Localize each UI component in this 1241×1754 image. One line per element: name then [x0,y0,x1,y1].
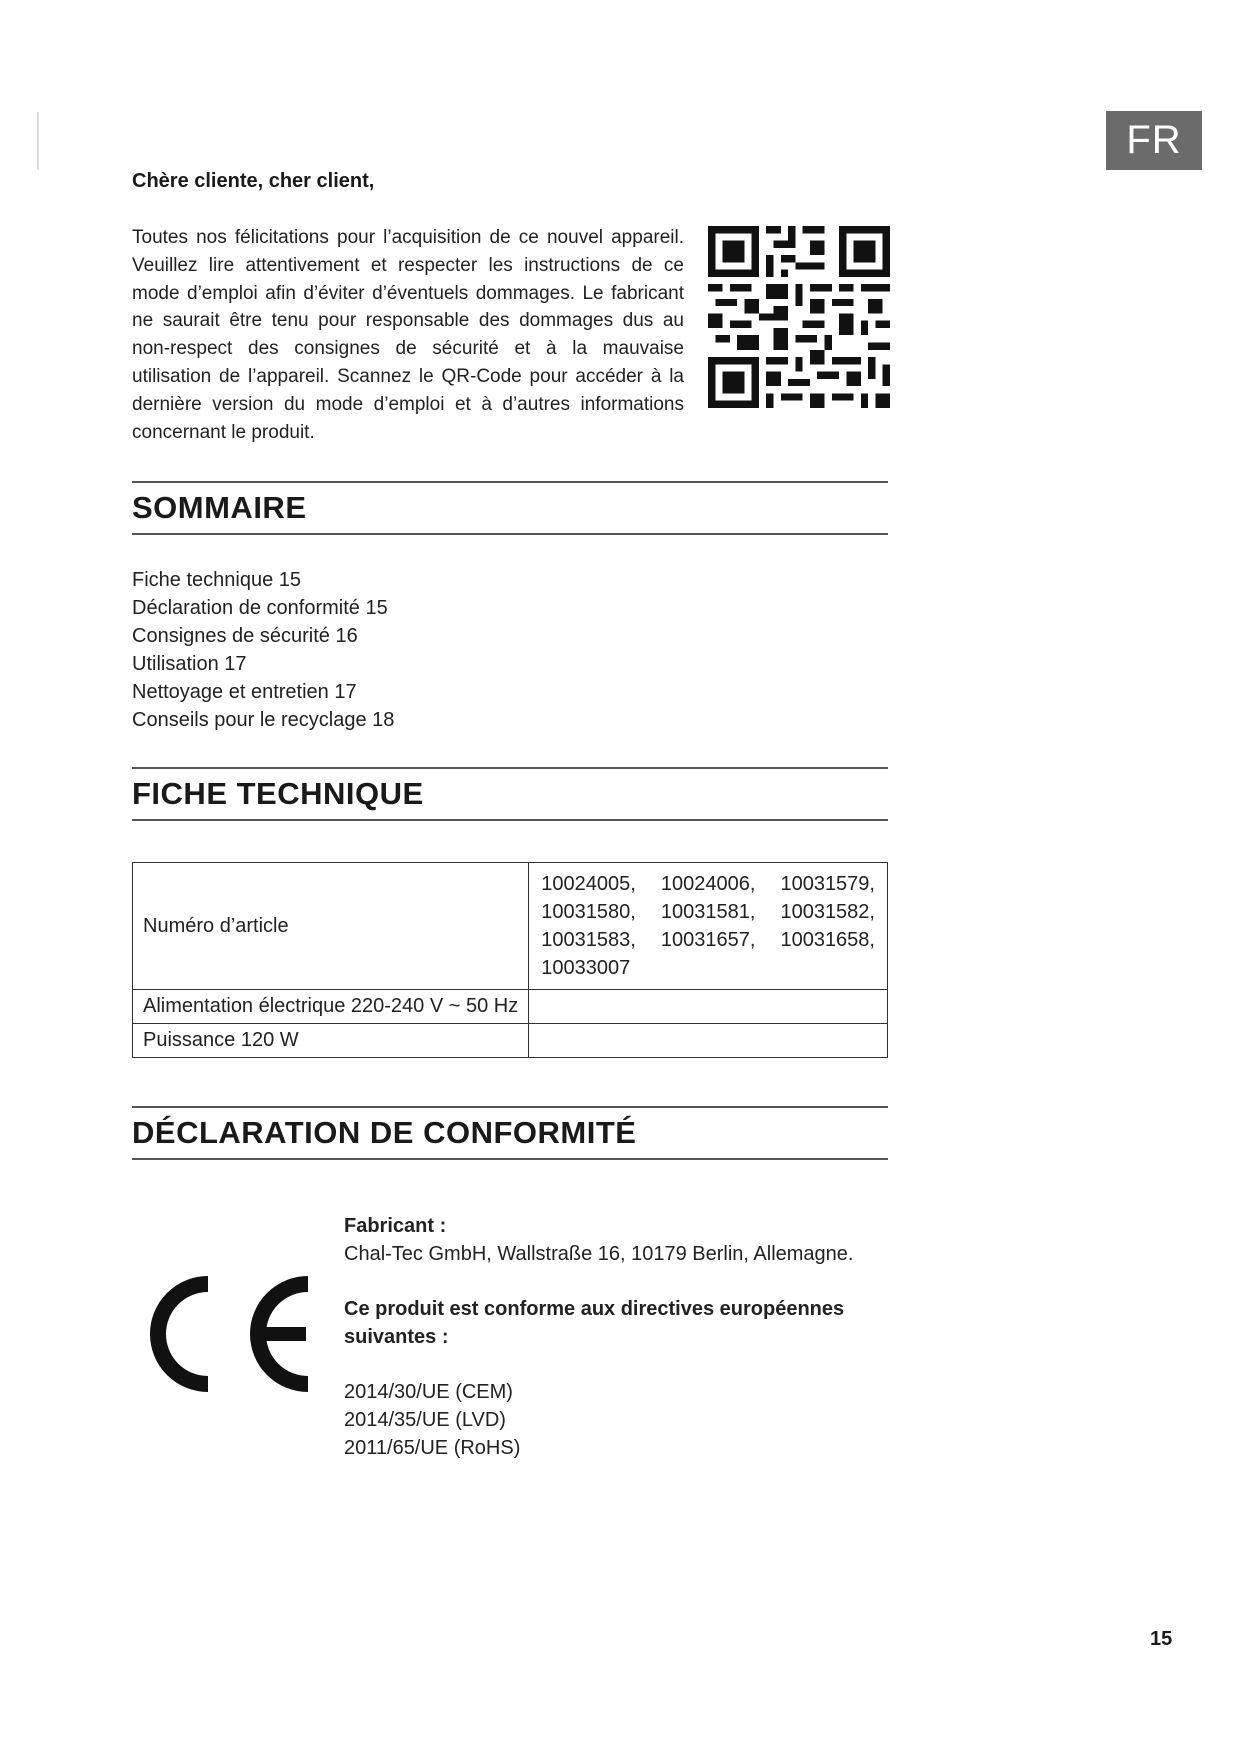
intro-paragraph: Toutes nos félicitations pour l’acquisition de ce nouvel appareil. Veuillez lire attentivement et respecter les instructions de ce mode d’emploi afin d’éviter d’éventuels dommages. Le fabricant ne saurait être tenu pour responsable des dommages dus au non-respect des consignes de sécurité et à la mauvaise utilisation de l’appareil. Scannez le QR-Code pour accéder à la dernière version du mode d’emploi et à d’autres informations concernant le produit. [132,227,684,443]
summary-heading: SOMMAIRE [132,481,888,535]
toc-item[interactable]: Fiche technique 15 [132,569,302,591]
ce-mark-icon [146,1270,316,1398]
margin-mark [37,112,39,170]
table-row [133,1024,888,1058]
spec-label: Puissance 120 W [133,1024,529,1058]
table-row [133,863,888,990]
spec-heading: FICHE TECHNIQUE [132,767,888,821]
spec-table [132,862,888,1058]
spec-label: Alimentation électrique 220-240 V ~ 50 Hz [133,990,529,1024]
page-number: 15 [1150,1628,1173,1650]
toc-item[interactable]: Nettoyage et entretien 17 [132,681,357,703]
conformity-heading: DÉCLARATION DE CONFORMITÉ [132,1106,888,1160]
toc-item[interactable]: Déclaration de conformité 15 [132,597,388,619]
toc-item[interactable]: Consignes de sécurité 16 [132,625,358,647]
language-tab: FR [1106,111,1202,170]
directive-item: 2014/35/UE (LVD) [344,1409,506,1431]
table-of-contents [132,566,394,734]
manufacturer-label: Fabricant : [344,1215,447,1237]
conformity-details [344,1212,888,1462]
directive-item: 2014/30/UE (CEM) [344,1381,513,1403]
qr-code-icon[interactable] [708,226,890,408]
spec-value [529,990,888,1024]
spec-value: 10024005, 10024006, 10031579, 10031580, 10031581, 10031582, 10031583, 10031657, 10031658, 10033007 [529,863,888,990]
spec-label: Numéro d’article [133,863,529,990]
spec-value [529,1024,888,1058]
toc-item[interactable]: Conseils pour le recyclage 18 [132,709,395,731]
greeting: Chère cliente, cher client, [132,170,375,192]
directives-intro: Ce produit est conforme aux directives européennes suivantes : [344,1298,845,1348]
manufacturer-address: Chal-Tec GmbH, Wallstraße 16, 10179 Berlin, Allemagne. [344,1243,854,1265]
toc-item[interactable]: Utilisation 17 [132,653,247,675]
table-row [133,990,888,1024]
directive-item: 2011/65/UE (RoHS) [344,1437,521,1459]
